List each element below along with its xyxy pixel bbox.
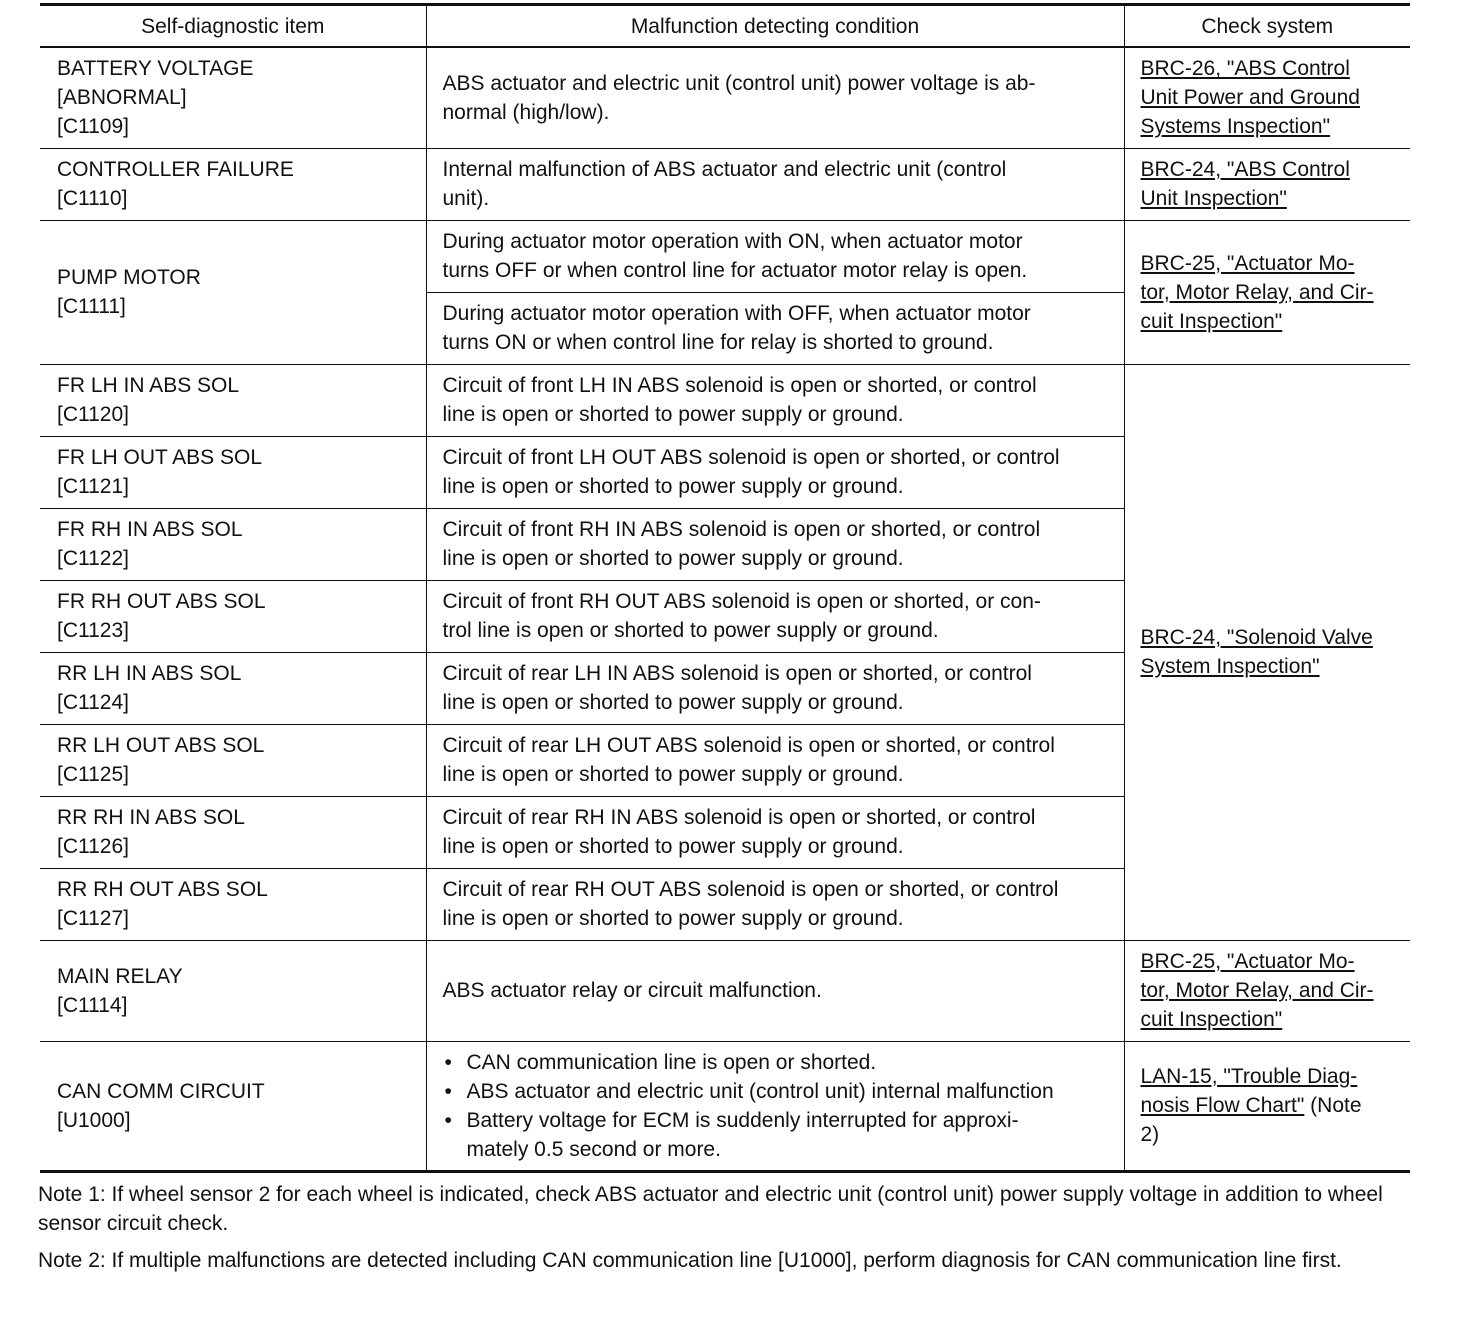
check-cell [1124,220,1410,364]
condition-text: turns OFF or when control line for actuator motor relay is open. [442,259,1028,282]
item-code: [C1120] [57,403,129,426]
item-name: RR LH OUT ABS SOL [57,734,265,757]
condition-text: ABS actuator relay or circuit malfunction. [442,979,822,1002]
diagnostic-page [40,3,1412,1173]
condition-text: unit). [442,187,490,210]
item-code: [C1111] [57,295,126,318]
item-cell [40,940,426,1041]
condition-text: line is open or shorted to power supply or ground. [442,403,904,426]
condition-text: trol line is open or shorted to power supply or ground. [442,619,939,642]
condition-text: Battery voltage for ECM is suddenly interrupted for approxi- [466,1108,1019,1132]
item-code: [C1127] [57,907,129,930]
condition-text: line is open or shorted to power supply or ground. [442,475,904,498]
condition-text: CAN communication line is open or shorted. [466,1050,877,1074]
bullet-icon: • [444,1108,452,1132]
condition-text: During actuator motor operation with ON, when actuator motor [442,230,1023,253]
item-cell [40,1041,426,1171]
check-system-link[interactable]: LAN-15, "Trouble Diag- [1140,1065,1358,1088]
table-row [40,148,1410,220]
item-code: [C1121] [57,475,129,498]
check-system-link[interactable] [1141,249,1405,336]
link-text[interactable]: BRC-26, "ABS Control [1140,57,1350,81]
link-text[interactable]: cuit Inspection" [1140,1008,1283,1031]
item-name: FR RH IN ABS SOL [57,518,243,541]
item-cell [40,868,426,940]
item-name: RR RH IN ABS SOL [57,806,245,829]
condition-cell [426,652,1124,724]
check-cell [1124,364,1410,940]
item-name: RR LH IN ABS SOL [57,662,242,685]
item-code: [C1122] [57,547,129,570]
item-name: MAIN RELAY [57,964,183,988]
condition-cell [426,436,1124,508]
link-text[interactable]: tor, Motor Relay, and Cir- [1140,979,1374,1002]
item-name: PUMP MOTOR [57,266,201,289]
check-system-link[interactable] [1141,623,1405,681]
item-code: [C1125] [57,763,129,786]
condition-text: normal (high/low). [442,100,610,124]
check-cell [1124,47,1410,148]
self-diagnostic-table [40,3,1410,1173]
table-row [40,940,1410,1041]
table-row [40,1041,1410,1171]
bullet-icon: • [444,1050,452,1074]
header-check-system: Check system [1124,5,1410,48]
note-1: Note 1: If wheel sensor 2 for each wheel is indicated, check ABS actuator and electric unit (control unit) power supply voltage in addition to wheel sensor circuit check. [38,1183,1383,1235]
note-2: Note 2: If multiple malfunctions are detected including CAN communication line [U1000], perform diagnosis for CAN communication line first. [38,1249,1342,1272]
condition-cell [426,508,1124,580]
link-text[interactable]: BRC-24, "ABS Control [1140,158,1350,181]
link-text[interactable]: cuit Inspection" [1140,309,1283,333]
note-reference: 2) [1140,1123,1160,1146]
item-name: FR LH IN ABS SOL [57,374,240,397]
item-code: [C1124] [57,691,129,714]
condition-cell [426,364,1124,436]
check-line [1141,1062,1405,1091]
condition-cell [426,580,1124,652]
check-cell [1124,940,1410,1041]
item-cell [40,47,426,148]
notes-section [38,1180,1448,1283]
condition-text: line is open or shorted to power supply or ground. [442,835,904,858]
item-code: [C1109] [57,115,129,139]
link-text[interactable]: Unit Inspection" [1140,187,1287,210]
condition-text: Circuit of rear RH IN ABS solenoid is open or shorted, or control [442,806,1036,829]
condition-text: line is open or shorted to power supply or ground. [442,547,904,570]
list-item [443,1106,1116,1164]
link-text[interactable]: Unit Power and Ground [1140,86,1360,110]
condition-text: line is open or shorted to power supply or ground. [442,763,904,786]
condition-text: Circuit of front LH OUT ABS solenoid is open or shorted, or control [442,446,1060,469]
check-system-link[interactable] [1141,155,1405,213]
condition-cell [426,724,1124,796]
item-code: [U1000] [57,1108,131,1132]
item-name: BATTERY VOLTAGE [57,57,254,81]
item-cell [40,580,426,652]
check-system-link[interactable]: nosis Flow Chart" [1140,1094,1305,1117]
table-row [40,220,1410,292]
condition-text: During actuator motor operation with OFF, when actuator motor [442,302,1031,325]
item-cell [40,508,426,580]
item-cell [40,148,426,220]
condition-text: line is open or shorted to power supply or ground. [442,907,904,930]
condition-text: ABS actuator and electric unit (control unit) power voltage is ab- [442,71,1036,95]
condition-text: Circuit of rear LH IN ABS solenoid is open or shorted, or control [442,662,1032,685]
condition-cell [426,148,1124,220]
table-row [40,47,1410,148]
condition-cell [426,292,1124,364]
condition-cell [426,47,1124,148]
table-row [40,364,1410,436]
item-cell [40,724,426,796]
item-code: [C1126] [57,835,129,858]
item-code: [C1110] [57,187,128,210]
link-text[interactable]: tor, Motor Relay, and Cir- [1140,280,1374,304]
condition-cell [426,868,1124,940]
header-self-diagnostic-item: Self-diagnostic item [40,5,426,48]
condition-list [443,1048,1116,1164]
item-name: FR LH OUT ABS SOL [57,446,263,469]
item-name: RR RH OUT ABS SOL [57,878,268,901]
list-item [443,1077,1116,1106]
condition-cell [426,220,1124,292]
link-text[interactable]: BRC-25, "Actuator Mo- [1140,950,1355,973]
list-item [443,1048,1116,1077]
link-text[interactable]: BRC-24, "Solenoid Valve [1140,626,1373,649]
check-cell [1124,148,1410,220]
condition-cell [426,940,1124,1041]
condition-text: Circuit of rear RH OUT ABS solenoid is open or shorted, or control [442,878,1059,901]
condition-cell [426,1041,1124,1171]
check-line [1141,1091,1405,1120]
condition-text: Circuit of front RH IN ABS solenoid is open or shorted, or control [442,518,1041,541]
item-qualifier: [ABNORMAL] [57,86,187,110]
condition-text: turns ON or when control line for relay is shorted to ground. [442,331,994,354]
header-malfunction-condition: Malfunction detecting condition [426,5,1124,48]
item-cell [40,796,426,868]
condition-text: Circuit of rear LH OUT ABS solenoid is open or shorted, or control [442,734,1055,757]
check-system-link[interactable] [1141,54,1405,141]
condition-text: line is open or shorted to power supply or ground. [442,691,904,714]
condition-text: ABS actuator and electric unit (control unit) internal malfunction [466,1079,1054,1103]
item-cell [40,220,426,364]
item-cell [40,364,426,436]
item-name: CONTROLLER FAILURE [57,158,294,181]
item-name: FR RH OUT ABS SOL [57,590,266,613]
check-cell [1124,1041,1410,1171]
item-code: [C1123] [57,619,129,642]
table-header-row [40,5,1410,48]
check-system-link[interactable] [1141,947,1405,1034]
link-text[interactable]: Systems Inspection" [1140,115,1331,139]
link-text[interactable]: System Inspection" [1140,655,1320,678]
condition-text: Internal malfunction of ABS actuator and electric unit (control [442,158,1007,181]
link-text[interactable]: BRC-25, "Actuator Mo- [1140,251,1355,275]
condition-text: Circuit of front LH IN ABS solenoid is open or shorted, or control [442,374,1037,397]
item-code: [C1114] [57,993,128,1017]
note-reference: (Note [1304,1094,1362,1117]
bullet-icon: • [444,1079,452,1103]
item-cell [40,436,426,508]
condition-text: Circuit of front RH OUT ABS solenoid is open or shorted, or con- [442,590,1041,613]
item-name: CAN COMM CIRCUIT [57,1079,265,1103]
condition-text: mately 0.5 second or more. [466,1137,721,1161]
item-cell [40,652,426,724]
condition-cell [426,796,1124,868]
